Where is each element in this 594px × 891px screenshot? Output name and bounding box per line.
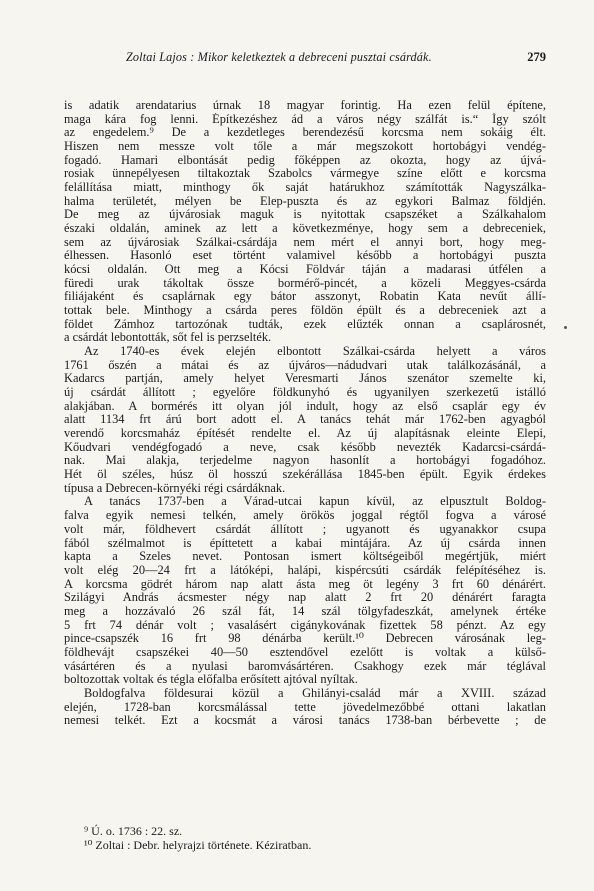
footnote: ¹⁰ Zoltai : Debr. helyrajzi története. Kéziratban. — [84, 838, 312, 852]
text-line: A tanács 1737-ben a Várad-utcai kapun kívül, az elpusztult Boldog- — [84, 495, 546, 509]
text-line: Kadarcs partján, amely helyet Veresmarti János szenátor szemelte ki, — [64, 372, 546, 386]
text-line: filiájaként és csaplárnak egy bátor asszonyt, Robatin Kata nevűt állí- — [64, 290, 546, 304]
text-line: alakjában. A bormérés itt olyan jól indult, hogy az első csaplár egy év — [64, 399, 546, 413]
text-line: földet Zámhoz tartozónak tudták, ezek elűzték onnan a csaplárosnét, — [64, 317, 546, 331]
footnotes — [64, 824, 546, 852]
text-line: tottak bele. Minthogy a csárda peres földön épült és a debreceniek azt a — [64, 304, 546, 318]
text-line: boltozottak voltak és tégla előfalba erősített ajtóval nyíltak. — [64, 673, 358, 687]
body-text — [64, 99, 546, 728]
text-line: 1761 őszén a mátai és az újváros—nádudvari utak találkozásánál, a — [64, 358, 546, 372]
text-line: Hét öl széles, húsz öl hosszú szekérállása 1845-ben épült. Egyik érdekes — [64, 468, 546, 482]
text-line: típusa a Debrecen-környéki régi csárdáknak. — [64, 481, 286, 495]
text-line: Hiszen nem messze volt tőle a már megszokott hortobágyi vendég- — [64, 140, 546, 154]
text-line: verendő korcsmaház építését rendelte el. Az új alapításnak eleinte Elepi, — [64, 427, 546, 441]
running-head — [64, 50, 546, 70]
text-line: pince-csapszék 16 frt 98 dénárba került.¹⁰ Debrecen városának leg- — [64, 632, 546, 646]
text-line: fából szélmalmot is építtetett a kabai mintájára. Az új csárda innen — [64, 536, 546, 550]
text-line: füredi urak tákoltak össze bormérő-pincét, a közeli Meggyes-csárda — [64, 276, 546, 290]
text-line: Boldogfalva földesurai közül a Ghilányi-család már a XVIII. század — [84, 686, 546, 700]
text-line: az engedelem.⁹ De a kezdetleges berendezésű korcsma nem sokáig élt. — [64, 126, 546, 140]
text-line: volt elég 20—24 frt a látóképi, halápi, kispércsúti csárdák felépítéséhez is. — [64, 563, 546, 577]
text-line: új csárdát állított ; egyelőre földkunyhó és ugyanilyen szerkezetű istálló — [64, 386, 546, 400]
text-line: kapta a Szeles nevet. Pontosan ismert költségeiből megértjük, miért — [64, 550, 546, 564]
text-line: De meg az újvárosiak maguk is nyitottak csapszéket a Szálkahalom — [64, 208, 546, 222]
text-line: rosiak ünnepélyesen tiltakoztak Szabolcs vármegye színe előtt e korcsma — [64, 167, 546, 181]
text-line: 5 frt 74 dénár volt ; vasalásért cigánykovának fizettek 58 pénzt. Az egy — [64, 618, 546, 632]
margin-dot — [564, 326, 567, 329]
text-line: földhevájt csapszékei 40—50 esztendővel ezelőtt is voltak a külső- — [64, 645, 546, 659]
text-line: élhessen. Hasonló eset történt valamivel később a hortobágyi puszta — [64, 249, 546, 263]
text-line: a csárdát lebontották, sőt fel is perzselték. — [64, 331, 272, 345]
running-title: Zoltai Lajos : Mikor keletkeztek a debreceni pusztai csárdák. — [126, 50, 432, 64]
text-line: volt már, földhevert csárdát állított ; ugyanott és ugyanakkor csupa — [64, 522, 546, 536]
text-line: falva egyik nemesi telkén, amely örökös joggal régtől fogva a városé — [64, 509, 546, 523]
footnote: ⁹ Ú. o. 1736 : 22. sz. — [84, 824, 183, 838]
text-line: kócsi oldalán. Ott meg a Kócsi Földvár táján a madarasi útfélen a — [64, 263, 546, 277]
page-number: 279 — [527, 50, 546, 64]
text-line: A korcsma gödrét három nap alatt ásta meg öt legény 3 frt 60 dénárért. — [64, 577, 546, 591]
text-line: Szilágyi András ácsmester négy nap alatt 2 frt 20 dénárért faragta — [64, 591, 546, 605]
text-line: felállítása miatt, minthogy ők saját határukhoz számították Nagyszálka- — [64, 181, 546, 195]
text-line: elején, 1728-ban korcsmálással tette jövedelmezőbbé ottani lakatlan — [64, 700, 546, 714]
text-line: halma területét, mélyen be Elep-puszta és az egykori Balmaz földjén. — [64, 194, 546, 208]
text-line: maga kára fog lenni. Építkezéshez ád a város négy szálfát is.“ Így szólt — [64, 112, 546, 126]
text-line: nak. Mai alakja, terjedelme nagyon hasonlít a hortobágyi fogadóhoz. — [64, 454, 546, 468]
text-line: sem az újvárosiak Szálkai-csárdája nem mért el annyi bort, hogy meg- — [64, 235, 546, 249]
text-line: Kőudvari vendégfogadó a neve, csak később nevezték Kadarcsi-csárdá- — [64, 440, 546, 454]
text-line: vásártéren és a nyulasi baromvásártéren. Csakhogy ezek már téglával — [64, 659, 546, 673]
text-line: meg a hozzávaló 26 szál fát, 14 szál tölgyfadeszkát, amelynek értéke — [64, 604, 546, 618]
text-line: alatt 1134 frt árú bort adott el. A tanács tehát már 1762-ben agyagból — [64, 413, 546, 427]
text-line: északi oldalán, aminek az lett a következménye, hogy sem a debreceniek, — [64, 222, 546, 236]
text-line: nemesi telkét. Ezt a kocsmát a városi tanács 1738-ban bérbevette ; de — [64, 714, 546, 728]
text-line: Az 1740-es évek elején elbontott Szálkai-csárda helyett a város — [84, 345, 546, 359]
text-line: is adatik arendatarius úrnak 18 magyar forintig. Ha ezen felül építene, — [64, 99, 546, 112]
text-line: fogadó. Hamari elbontását pedig főképpen az okozta, hogy az újvá- — [64, 153, 546, 167]
